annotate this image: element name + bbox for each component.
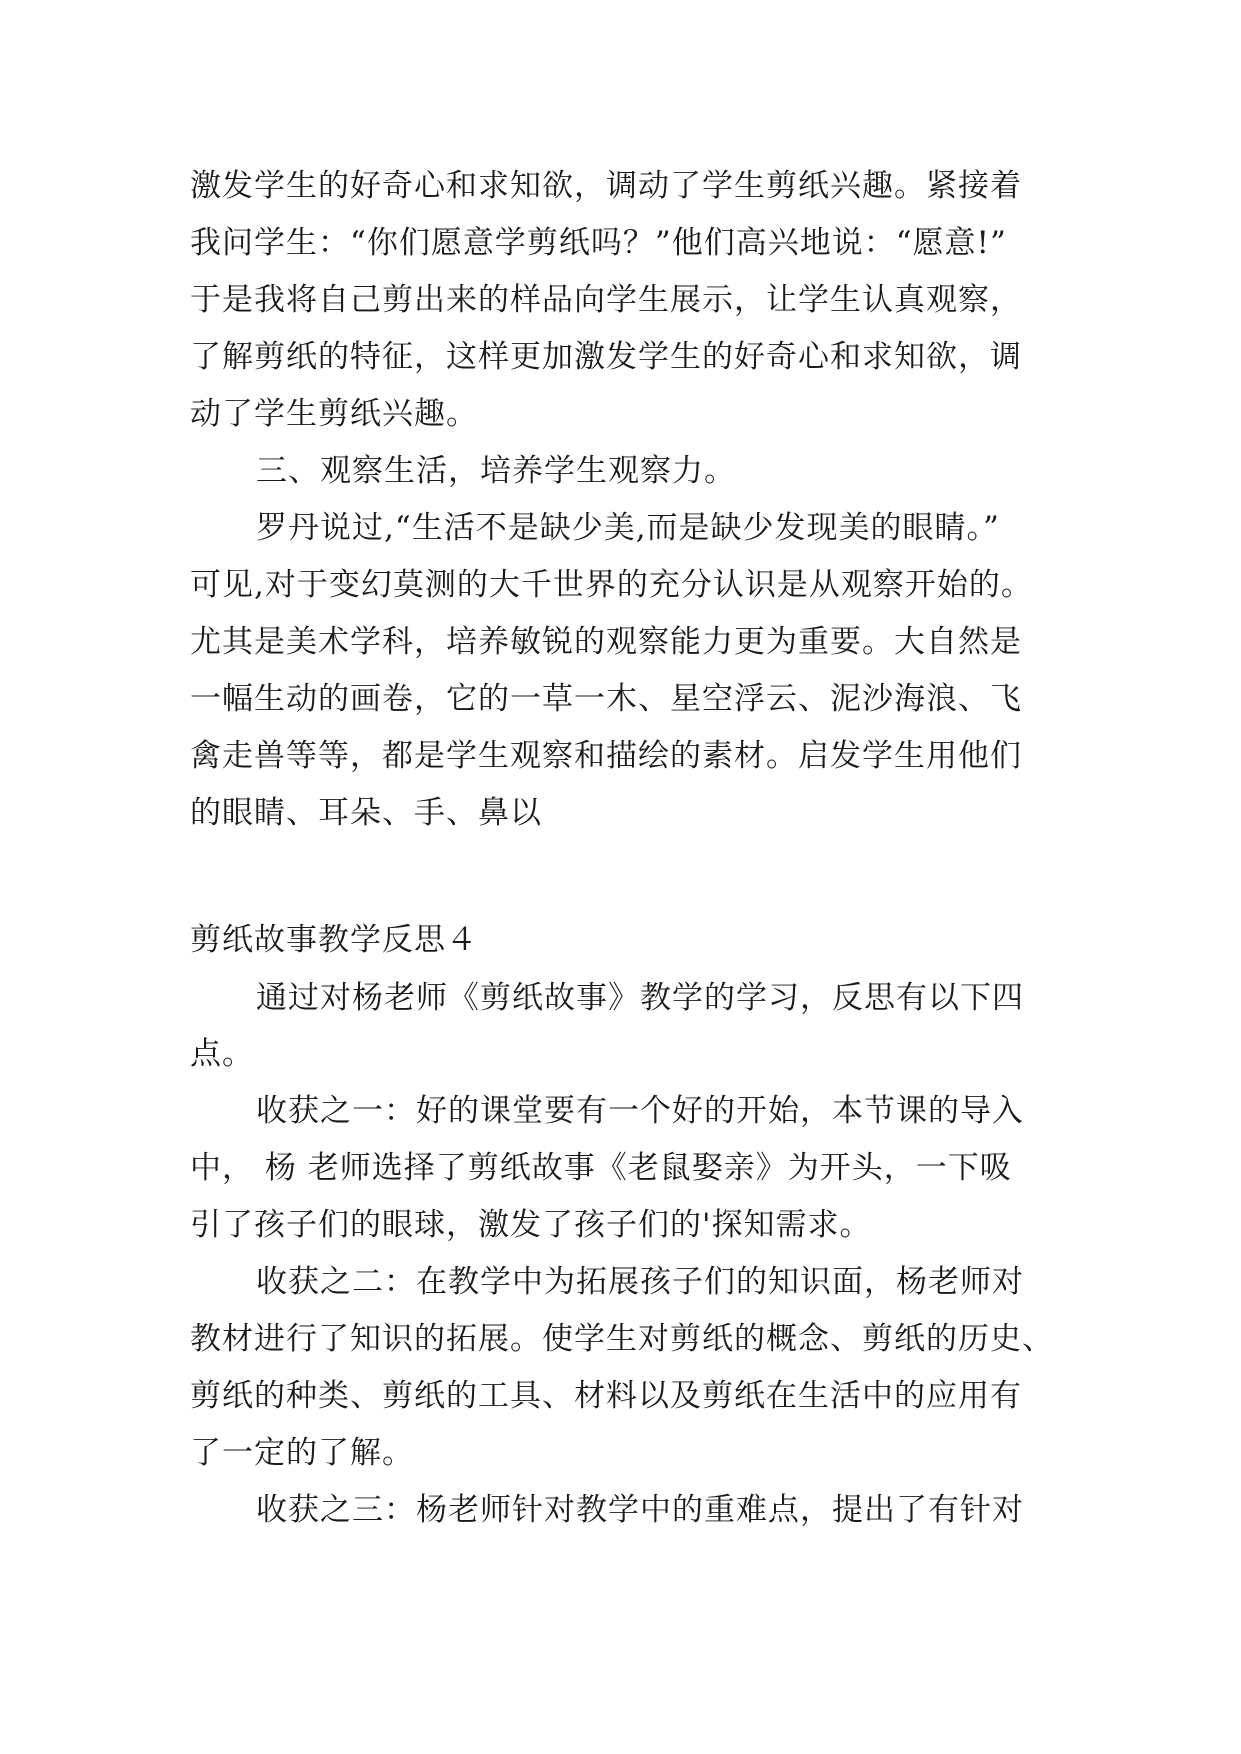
text-line: 的眼睛、耳朵、手、鼻以 xyxy=(190,795,542,831)
text-line: 通过对杨老师《剪纸故事》教学的学习，反思有以下四 xyxy=(256,980,1024,1016)
section-heading: 三、观察生活，培养学生观察力。 xyxy=(256,453,736,489)
text-line: 尤其是美术学科，培养敏锐的观察能力更为重要。大自然是 xyxy=(190,624,1022,660)
text-line: 了一定的了解。 xyxy=(190,1435,414,1471)
text-line: 收获之三：杨老师针对教学中的重难点，提出了有针对 xyxy=(256,1492,1024,1528)
text-line: 动了学生剪纸兴趣。 xyxy=(190,396,478,432)
text-line: 收获之一：好的课堂要有一个好的开始，本节课的导入 xyxy=(256,1093,1024,1129)
text-line: 收获之二：在教学中为拓展孩子们的知识面，杨老师对 xyxy=(256,1264,1024,1300)
article-title: 剪纸故事教学反思４ xyxy=(190,922,478,958)
text-line: 引了孩子们的眼球，激发了孩子们的'探知需求。 xyxy=(190,1207,872,1243)
text-line: 中， 杨 老师选择了剪纸故事《老鼠娶亲》为开头，一下吸 xyxy=(190,1150,1012,1186)
text-line: 一幅生动的画卷，它的一草一木、星空浮云、泥沙海浪、飞 xyxy=(190,681,1022,717)
text-line: 我问学生：“你们愿意学剪纸吗？”他们高兴地说：“愿意!” xyxy=(190,225,1007,261)
text-line: 了解剪纸的特征，这样更加激发学生的好奇心和求知欲，调 xyxy=(190,339,1022,375)
text-line: 禽走兽等等，都是学生观察和描绘的素材。启发学生用他们 xyxy=(190,738,1022,774)
text-line: 剪纸的种类、剪纸的工具、材料以及剪纸在生活中的应用有 xyxy=(190,1378,1022,1414)
text-line: 可见,对于变幻莫测的大千世界的充分认识是从观察开始的。 xyxy=(190,567,1033,603)
text-line: 激发学生的好奇心和求知欲，调动了学生剪纸兴趣。紧接着 xyxy=(190,168,1022,204)
text-line: 罗丹说过,“生活不是缺少美,而是缺少发现美的眼睛。” xyxy=(256,510,1000,546)
text-line: 于是我将自己剪出来的样品向学生展示，让学生认真观察， xyxy=(190,282,1022,318)
text-line: 点。 xyxy=(190,1036,254,1072)
text-line: 教材进行了知识的拓展。使学生对剪纸的概念、剪纸的历史、 xyxy=(190,1321,1054,1357)
